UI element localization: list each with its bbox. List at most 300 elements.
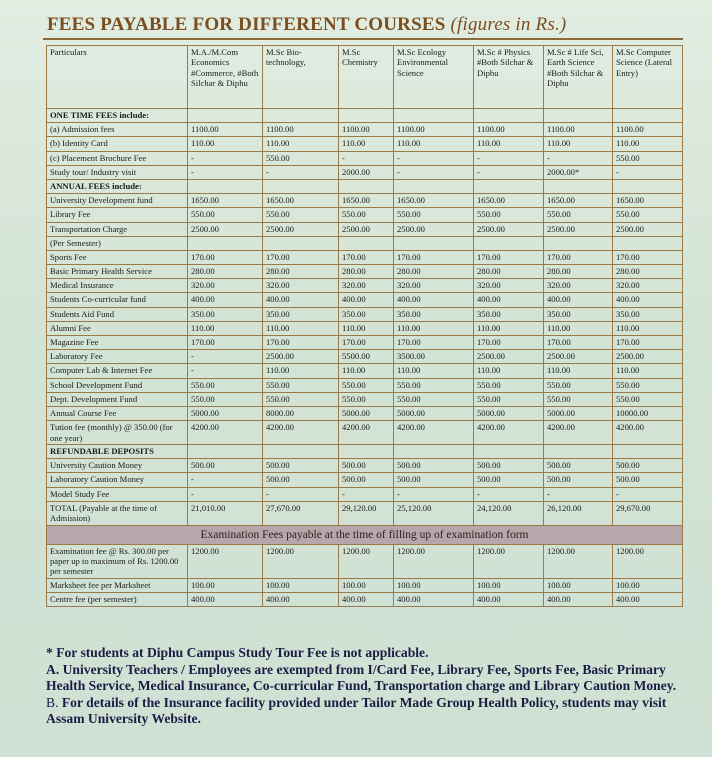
fee-value: 280.00 <box>339 265 394 279</box>
fee-value: 550.00 <box>613 378 683 392</box>
table-row <box>47 123 683 137</box>
fee-value: 170.00 <box>474 250 544 264</box>
fee-value: - <box>474 151 544 165</box>
fee-value: 550.00 <box>613 208 683 222</box>
fee-value: 550.00 <box>544 392 613 406</box>
fee-value: - <box>474 487 544 501</box>
column-header-particulars: Particulars <box>47 46 188 109</box>
fee-value: 400.00 <box>339 592 394 606</box>
table-row <box>47 307 683 321</box>
fee-value: 1200.00 <box>394 544 474 578</box>
empty-cell <box>394 444 474 458</box>
fee-value: 2500.00 <box>474 350 544 364</box>
column-header-course: M.Sc Computer Science (Lateral Entry) <box>613 46 683 109</box>
fee-value: 110.00 <box>263 321 339 335</box>
row-label: Students Co-curricular fund <box>47 293 188 307</box>
fee-value: 400.00 <box>544 293 613 307</box>
fee-value: 110.00 <box>544 137 613 151</box>
section-annual-fees <box>47 179 683 193</box>
fee-value: 320.00 <box>394 279 474 293</box>
row-label: School Development Fund <box>47 378 188 392</box>
column-header-course: M.Sc # Life Sci, Earth Science #Both Silchar & Diphu <box>544 46 613 109</box>
fee-value: 350.00 <box>544 307 613 321</box>
fee-value: 2500.00 <box>339 222 394 236</box>
row-label: (c) Placement Brochure Fee <box>47 151 188 165</box>
row-label: Centre fee (per semester) <box>47 592 188 606</box>
empty-cell <box>339 179 394 193</box>
row-label: Laboratory Fee <box>47 350 188 364</box>
fee-value: 280.00 <box>613 265 683 279</box>
fee-value <box>263 236 339 250</box>
fee-value: - <box>613 165 683 179</box>
fee-value: 170.00 <box>474 336 544 350</box>
table-row <box>47 151 683 165</box>
fee-value: 550.00 <box>474 378 544 392</box>
fee-value: 110.00 <box>613 364 683 378</box>
empty-cell <box>339 109 394 123</box>
fee-value: 400.00 <box>263 592 339 606</box>
fees-table-body <box>47 46 683 607</box>
fee-value: 550.00 <box>474 392 544 406</box>
fee-value: 550.00 <box>263 378 339 392</box>
fee-value: 550.00 <box>339 208 394 222</box>
fee-value: 170.00 <box>188 250 263 264</box>
title-figures-note: (figures in Rs.) <box>450 14 567 35</box>
note-star: * For students at Diphu Campus Study Tour Fee is not applicable. <box>46 645 429 660</box>
fee-value: 320.00 <box>613 279 683 293</box>
fee-value <box>339 236 394 250</box>
fee-value: 1200.00 <box>613 544 683 578</box>
fee-value: 110.00 <box>544 364 613 378</box>
column-header-course: M.Sc Bio-technology, <box>263 46 339 109</box>
empty-cell <box>263 179 339 193</box>
fee-value: 280.00 <box>544 265 613 279</box>
row-label: Transportation Charge <box>47 222 188 236</box>
fee-value: 1100.00 <box>188 123 263 137</box>
fee-value: 4200.00 <box>544 421 613 445</box>
fee-value: 2500.00 <box>394 222 474 236</box>
fee-value: 170.00 <box>188 336 263 350</box>
table-row <box>47 165 683 179</box>
empty-cell <box>544 444 613 458</box>
fee-value: - <box>188 165 263 179</box>
fee-value: 550.00 <box>394 378 474 392</box>
table-row <box>47 473 683 487</box>
fee-value: 500.00 <box>474 473 544 487</box>
fee-value: 400.00 <box>188 592 263 606</box>
fee-value: 400.00 <box>394 293 474 307</box>
row-label: Library Fee <box>47 208 188 222</box>
fee-value <box>544 236 613 250</box>
empty-cell <box>263 444 339 458</box>
fee-value: 550.00 <box>263 151 339 165</box>
empty-cell <box>474 109 544 123</box>
table-row <box>47 392 683 406</box>
table-row <box>47 378 683 392</box>
fee-value: 170.00 <box>613 336 683 350</box>
table-row <box>47 459 683 473</box>
fee-value: 1200.00 <box>544 544 613 578</box>
fee-value: 1200.00 <box>474 544 544 578</box>
empty-cell <box>394 109 474 123</box>
fee-value: 500.00 <box>544 473 613 487</box>
fee-value: 350.00 <box>263 307 339 321</box>
fee-value: 550.00 <box>544 378 613 392</box>
fee-value: 4200.00 <box>613 421 683 445</box>
fee-value: 550.00 <box>339 392 394 406</box>
fee-value: 500.00 <box>613 473 683 487</box>
fee-value: - <box>263 487 339 501</box>
header-row <box>47 46 683 109</box>
fee-value: 500.00 <box>394 473 474 487</box>
fee-value: 2500.00 <box>263 222 339 236</box>
fee-value: 280.00 <box>263 265 339 279</box>
section-label: ONE TIME FEES include: <box>47 109 188 123</box>
fee-value: 550.00 <box>544 208 613 222</box>
fee-value: 280.00 <box>474 265 544 279</box>
note-b-text: For details of the Insurance facility provided under Tailor Made Group Health Policy, students may visit Assam University Website. <box>46 694 667 727</box>
fee-value: 1200.00 <box>188 544 263 578</box>
total-label: TOTAL (Payable at the time of Admission) <box>47 501 188 525</box>
column-header-course: M.Sc Ecology Environmental Science <box>394 46 474 109</box>
fee-value: 100.00 <box>474 578 544 592</box>
fee-value: 110.00 <box>394 364 474 378</box>
fee-value: 350.00 <box>394 307 474 321</box>
fee-value: 500.00 <box>339 473 394 487</box>
fee-value: - <box>394 151 474 165</box>
fee-value: 170.00 <box>394 250 474 264</box>
fee-value: 550.00 <box>613 392 683 406</box>
fee-value: 400.00 <box>613 293 683 307</box>
column-header-course: M.Sc # Physics #Both Silchar & Diphu <box>474 46 544 109</box>
fee-value: - <box>263 165 339 179</box>
title-underline <box>43 38 683 40</box>
fee-value: 170.00 <box>263 336 339 350</box>
fee-value: 400.00 <box>263 293 339 307</box>
fee-value: 400.00 <box>613 592 683 606</box>
section-refundable-deposits <box>47 444 683 458</box>
empty-cell <box>188 444 263 458</box>
column-header-course: M.A./M.Com Economics #Commerce, #Both Silchar & Diphu <box>188 46 263 109</box>
fee-value: - <box>188 487 263 501</box>
fee-value: 8000.00 <box>263 406 339 420</box>
fee-value: 110.00 <box>394 137 474 151</box>
fee-value: 1650.00 <box>613 194 683 208</box>
table-row <box>47 336 683 350</box>
fee-value: 1200.00 <box>263 544 339 578</box>
fee-value: 2500.00 <box>613 350 683 364</box>
fee-value: 400.00 <box>339 293 394 307</box>
fee-value: - <box>474 165 544 179</box>
section-label: REFUNDABLE DEPOSITS <box>47 444 188 458</box>
fee-value: 2000.00 <box>339 165 394 179</box>
row-label: Marksheet fee per Marksheet <box>47 578 188 592</box>
fee-value: 550.00 <box>188 208 263 222</box>
fee-value: 1650.00 <box>394 194 474 208</box>
table-row <box>47 293 683 307</box>
fee-value: 110.00 <box>339 321 394 335</box>
fee-value: 1650.00 <box>544 194 613 208</box>
fee-value: 5500.00 <box>339 350 394 364</box>
fee-value: 110.00 <box>339 364 394 378</box>
fee-value: 280.00 <box>394 265 474 279</box>
fee-value: 170.00 <box>263 250 339 264</box>
fee-value: - <box>394 487 474 501</box>
fee-value: 500.00 <box>188 459 263 473</box>
fee-value: 1100.00 <box>474 123 544 137</box>
fee-value: 110.00 <box>263 137 339 151</box>
fee-value: 170.00 <box>339 336 394 350</box>
fee-value: - <box>544 151 613 165</box>
fee-value: 2500.00 <box>474 222 544 236</box>
fee-value: - <box>613 487 683 501</box>
fee-value <box>394 236 474 250</box>
row-label: Sports Fee <box>47 250 188 264</box>
total-value: 24,120.00 <box>474 501 544 525</box>
fee-value: - <box>188 151 263 165</box>
row-label: Computer Lab & Internet Fee <box>47 364 188 378</box>
fee-value: 110.00 <box>394 321 474 335</box>
fee-value: 2500.00 <box>263 350 339 364</box>
empty-cell <box>188 179 263 193</box>
table-row <box>47 137 683 151</box>
fee-value: 170.00 <box>544 336 613 350</box>
fee-value: - <box>394 165 474 179</box>
row-label: Magazine Fee <box>47 336 188 350</box>
fee-value: - <box>188 350 263 364</box>
fee-value: 2500.00 <box>544 222 613 236</box>
fee-value: 550.00 <box>613 151 683 165</box>
fee-value: 400.00 <box>394 592 474 606</box>
empty-cell <box>263 109 339 123</box>
column-header-course: M.Sc Chemistry <box>339 46 394 109</box>
row-label: (b) Identity Card <box>47 137 188 151</box>
fee-value: 550.00 <box>188 378 263 392</box>
fee-value: 4200.00 <box>188 421 263 445</box>
total-row <box>47 501 683 525</box>
fee-value: 350.00 <box>188 307 263 321</box>
fee-value: 1100.00 <box>613 123 683 137</box>
table-row <box>47 222 683 236</box>
empty-cell <box>613 179 683 193</box>
fee-value: 5000.00 <box>339 406 394 420</box>
fee-value: 100.00 <box>613 578 683 592</box>
fee-value: 350.00 <box>474 307 544 321</box>
fee-value: 500.00 <box>339 459 394 473</box>
fee-value: 320.00 <box>474 279 544 293</box>
fee-value: 170.00 <box>544 250 613 264</box>
empty-cell <box>394 179 474 193</box>
fee-value: 1100.00 <box>394 123 474 137</box>
exam-fees-band <box>47 525 683 544</box>
total-value: 27,670.00 <box>263 501 339 525</box>
empty-cell <box>474 444 544 458</box>
fee-value: 100.00 <box>544 578 613 592</box>
fee-value: 2500.00 <box>613 222 683 236</box>
fee-value: 110.00 <box>613 321 683 335</box>
fee-value: 5000.00 <box>544 406 613 420</box>
fees-table <box>46 45 683 607</box>
title-main: FEES PAYABLE FOR DIFFERENT COURSES <box>47 14 446 35</box>
fee-value: 1650.00 <box>188 194 263 208</box>
row-label: Students Aid Fund <box>47 307 188 321</box>
fee-value: 1100.00 <box>339 123 394 137</box>
row-label: Annual Course Fee <box>47 406 188 420</box>
fee-value: 5000.00 <box>188 406 263 420</box>
total-value: 29,670.00 <box>613 501 683 525</box>
fee-value: 500.00 <box>263 459 339 473</box>
fee-value: 550.00 <box>263 392 339 406</box>
row-label: Dept. Development Fund <box>47 392 188 406</box>
fee-value: - <box>544 487 613 501</box>
table-row <box>47 194 683 208</box>
fee-value: 400.00 <box>544 592 613 606</box>
fee-value: 500.00 <box>544 459 613 473</box>
row-label: (Per Semester) <box>47 236 188 250</box>
fee-value: 110.00 <box>613 137 683 151</box>
table-row <box>47 364 683 378</box>
fee-value: 550.00 <box>188 392 263 406</box>
row-label: Examination fee @ Rs. 300.00 per paper up to maximum of Rs. 1200.00 per semester <box>47 544 188 578</box>
table-row <box>47 236 683 250</box>
fee-value: 500.00 <box>263 473 339 487</box>
table-row <box>47 592 683 606</box>
table-row <box>47 421 683 445</box>
fee-value: 4200.00 <box>263 421 339 445</box>
row-label: Study tour/ Industry visit <box>47 165 188 179</box>
fee-value: 400.00 <box>188 293 263 307</box>
fee-value: 110.00 <box>339 137 394 151</box>
fee-value: 5000.00 <box>474 406 544 420</box>
fee-value: 100.00 <box>263 578 339 592</box>
fee-value: - <box>188 364 263 378</box>
page-title <box>47 14 566 36</box>
row-label: Medical Insurance <box>47 279 188 293</box>
footnotes <box>46 645 686 728</box>
total-value: 26,120.00 <box>544 501 613 525</box>
row-label: Laboratory Caution Money <box>47 473 188 487</box>
fee-value: 400.00 <box>474 592 544 606</box>
row-label: Alumni Fee <box>47 321 188 335</box>
fee-value: 110.00 <box>474 137 544 151</box>
fee-value: 1650.00 <box>474 194 544 208</box>
fee-value: 110.00 <box>188 321 263 335</box>
fee-value: 350.00 <box>339 307 394 321</box>
fee-value: 350.00 <box>613 307 683 321</box>
fee-value: 400.00 <box>474 293 544 307</box>
fee-value: 320.00 <box>339 279 394 293</box>
fee-value: 100.00 <box>188 578 263 592</box>
section-label: ANNUAL FEES include: <box>47 179 188 193</box>
fee-value: 550.00 <box>474 208 544 222</box>
fee-value: 1100.00 <box>544 123 613 137</box>
fee-value: - <box>339 487 394 501</box>
empty-cell <box>188 109 263 123</box>
fee-value: 5000.00 <box>394 406 474 420</box>
table-row <box>47 487 683 501</box>
fee-value: 4200.00 <box>339 421 394 445</box>
fee-value: - <box>339 151 394 165</box>
fee-value: 3500.00 <box>394 350 474 364</box>
note-b <box>46 695 686 728</box>
row-label: Basic Primary Health Service <box>47 265 188 279</box>
fee-value: 280.00 <box>188 265 263 279</box>
exam-band-label: Examination Fees payable at the time of filling up of examination form <box>47 525 683 544</box>
total-value: 25,120.00 <box>394 501 474 525</box>
table-row <box>47 406 683 420</box>
fee-value: 550.00 <box>339 378 394 392</box>
fee-value: 100.00 <box>394 578 474 592</box>
empty-cell <box>474 179 544 193</box>
fee-value: 550.00 <box>394 392 474 406</box>
empty-cell <box>339 444 394 458</box>
fee-value: 110.00 <box>474 321 544 335</box>
empty-cell <box>544 109 613 123</box>
fee-value: 10000.00 <box>613 406 683 420</box>
fee-value: 4200.00 <box>394 421 474 445</box>
fee-value <box>474 236 544 250</box>
fee-value: 2000.00* <box>544 165 613 179</box>
fee-value: 320.00 <box>263 279 339 293</box>
table-row <box>47 208 683 222</box>
row-label: Tution fee (monthly) @ 350.00 (for one year) <box>47 421 188 445</box>
fee-value: 550.00 <box>263 208 339 222</box>
fee-value <box>188 236 263 250</box>
section-one-time-fees <box>47 109 683 123</box>
fee-value: 550.00 <box>394 208 474 222</box>
empty-cell <box>544 179 613 193</box>
table-row <box>47 279 683 293</box>
fee-value: 170.00 <box>339 250 394 264</box>
empty-cell <box>613 444 683 458</box>
table-row <box>47 544 683 578</box>
empty-cell <box>613 109 683 123</box>
table-row <box>47 350 683 364</box>
table-row <box>47 578 683 592</box>
fee-value: 4200.00 <box>474 421 544 445</box>
fee-value: 110.00 <box>474 364 544 378</box>
row-label: University Caution Money <box>47 459 188 473</box>
fee-value: 170.00 <box>394 336 474 350</box>
total-value: 29,120.00 <box>339 501 394 525</box>
fee-value: 1200.00 <box>339 544 394 578</box>
row-label: University Development fund <box>47 194 188 208</box>
table-row <box>47 265 683 279</box>
fee-value: 500.00 <box>613 459 683 473</box>
fee-value: 110.00 <box>188 137 263 151</box>
row-label: Model Study Fee <box>47 487 188 501</box>
fee-value: 2500.00 <box>188 222 263 236</box>
note-b-prefix: B. <box>46 694 62 710</box>
fee-value: - <box>188 473 263 487</box>
fee-value: 100.00 <box>339 578 394 592</box>
total-value: 21,010.00 <box>188 501 263 525</box>
table-row <box>47 321 683 335</box>
fee-value: 500.00 <box>474 459 544 473</box>
table-row <box>47 250 683 264</box>
note-a: A. University Teachers / Employees are exempted from I/Card Fee, Library Fee, Sports Fee, Basic Primary Health Service, Medical Insurance, Co-curricular Fund, Transportation charge and Library Caution Money. <box>46 661 677 694</box>
fee-value: 1650.00 <box>339 194 394 208</box>
fee-value: 2500.00 <box>544 350 613 364</box>
row-label: (a) Admission fees <box>47 123 188 137</box>
fee-value: 170.00 <box>613 250 683 264</box>
fee-value: 110.00 <box>263 364 339 378</box>
fee-value: 110.00 <box>544 321 613 335</box>
fee-value: 500.00 <box>394 459 474 473</box>
fee-value: 1650.00 <box>263 194 339 208</box>
fee-value: 320.00 <box>544 279 613 293</box>
fee-value <box>613 236 683 250</box>
